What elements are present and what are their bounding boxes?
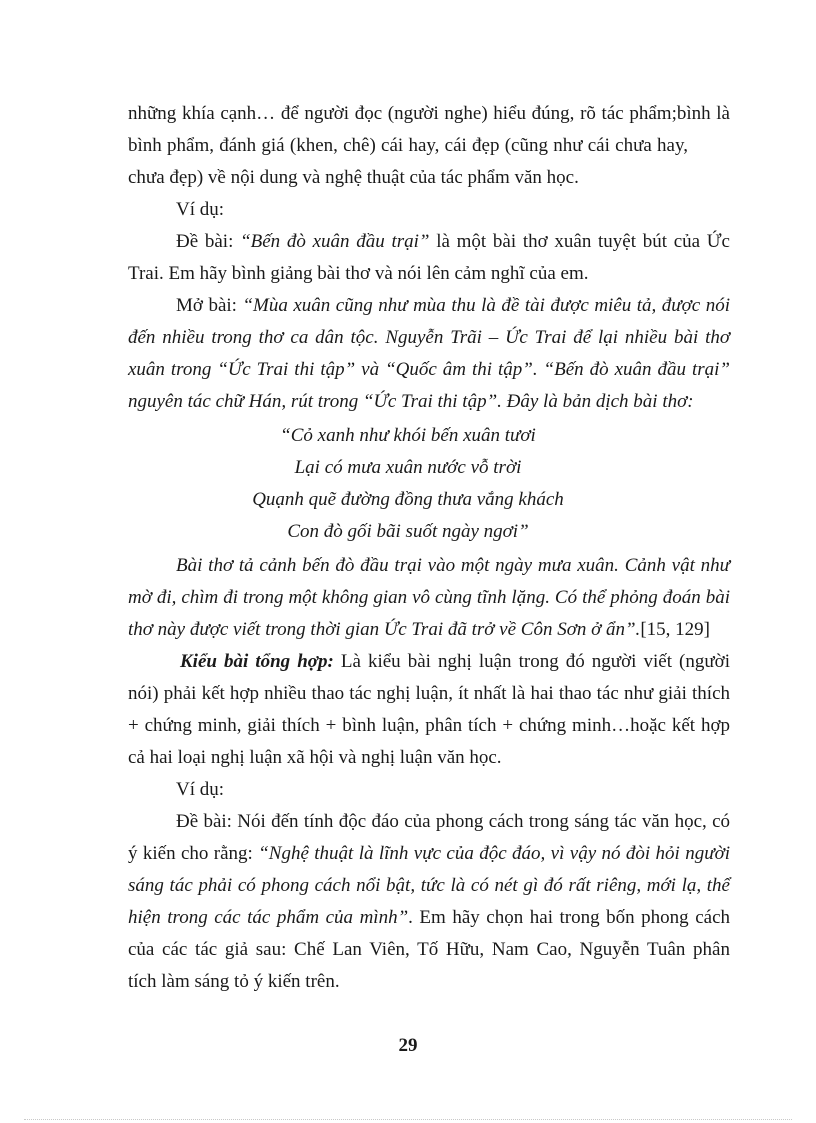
poem-line: Con đò gối bãi suốt ngày ngơi” — [287, 521, 529, 542]
text-line: cả hai loại nghị luận xã hội và nghị luận văn học. — [128, 747, 502, 768]
text-line: Ví dụ: — [176, 779, 225, 800]
text-line — [128, 618, 710, 642]
text-run: Là kiểu bài nghị luận trong đó người viết (người — [333, 651, 730, 672]
text-line — [180, 650, 730, 674]
text-line: bình phẩm, đánh giá (khen, chê) cái hay, cái đẹp (cũng như cái chưa hay, — [128, 135, 688, 156]
text-line — [176, 294, 730, 318]
page-bottom-divider — [24, 1119, 792, 1120]
text-run: Mở bài: — [176, 295, 243, 316]
text-line — [176, 230, 730, 254]
text-line: Đề bài: Nói đến tính độc đáo của phong cách trong sáng tác văn học, có — [176, 811, 730, 832]
text-line: chưa đẹp) về nội dung và nghệ thuật của tác phẩm văn học. — [128, 167, 579, 188]
text-line: mờ đi, chìm đi trong một không gian vô cùng tĩnh lặng. Có thể phỏng đoán bài — [128, 587, 730, 608]
text-line — [128, 842, 730, 866]
quote-text: “Nghệ thuật là lĩnh vực của độc đáo, vì vậy nó đòi hỏi người — [258, 843, 730, 864]
text-line: những khía cạnh… để người đọc (người nghe) hiểu đúng, rõ tác phẩm;bình là — [128, 103, 730, 124]
text-line: tích làm sáng tỏ ý kiến trên. — [128, 971, 340, 992]
poem-line: Quạnh quẽ đường đồng thưa vắng khách — [252, 489, 564, 510]
quote-text: hiện trong các tác phẩm của mình” — [128, 907, 409, 928]
text-run: Đề bài: — [176, 231, 241, 252]
citation: [15, 129] — [640, 619, 710, 640]
poem-line: Lại có mưa xuân nước vỗ trời — [294, 457, 522, 478]
text-line: Trai. Em hãy bình giảng bài thơ và nói lên cảm nghĩ của em. — [128, 263, 589, 284]
text-line: Ví dụ: — [176, 199, 225, 220]
text-line — [128, 906, 730, 930]
text-line: sáng tác phải có phong cách nổi bật, tức là có nét gì đó rất riêng, mới lạ, thể — [128, 875, 730, 896]
text-line: đến nhiều trong thơ ca dân tộc. Nguyễn Trãi – Ức Trai để lại nhiều bài thơ — [128, 327, 730, 348]
poem-line: “Cỏ xanh như khói bến xuân tươi — [280, 425, 536, 446]
quote-text: thơ này được viết trong thời gian Ức Trai đã trở về Côn Sơn ở ẩn”. — [128, 619, 641, 640]
text-line: nguyên tác chữ Hán, rút trong “Ức Trai thi tập”. Đây là bản dịch bài thơ: — [128, 391, 694, 412]
text-line: của các tác giả sau: Chế Lan Viên, Tố Hữu, Nam Cao, Nguyễn Tuân phân — [128, 939, 730, 960]
text-run: là một bài thơ xuân tuyệt bút của Ức — [429, 231, 730, 252]
text-line: Bài thơ tả cảnh bến đò đầu trại vào một ngày mưa xuân. Cảnh vật như — [176, 555, 730, 576]
text-line: nói) phải kết hợp nhiều thao tác nghị luận, ít nhất là hai thao tác như giải thích — [128, 683, 730, 704]
text-run: ý kiến cho rằng: — [128, 843, 259, 864]
text-run: . Em hãy chọn hai trong bốn phong cách — [408, 907, 730, 928]
page-number: 29 — [398, 1035, 418, 1056]
poem-title: “Bến đò xuân đầu trại” — [240, 231, 430, 252]
text-line: + chứng minh, giải thích + bình luận, phân tích + chứng minh…hoặc kết hợp — [128, 715, 730, 736]
quote-text: “Mùa xuân cũng như mùa thu là đề tài được miêu tả, được nói — [242, 295, 730, 316]
text-line: xuân trong “Ức Trai thi tập” và “Quốc âm thi tập”. “Bến đò xuân đầu trại” — [128, 359, 730, 380]
section-heading: Kiểu bài tổng hợp: — [180, 651, 334, 672]
